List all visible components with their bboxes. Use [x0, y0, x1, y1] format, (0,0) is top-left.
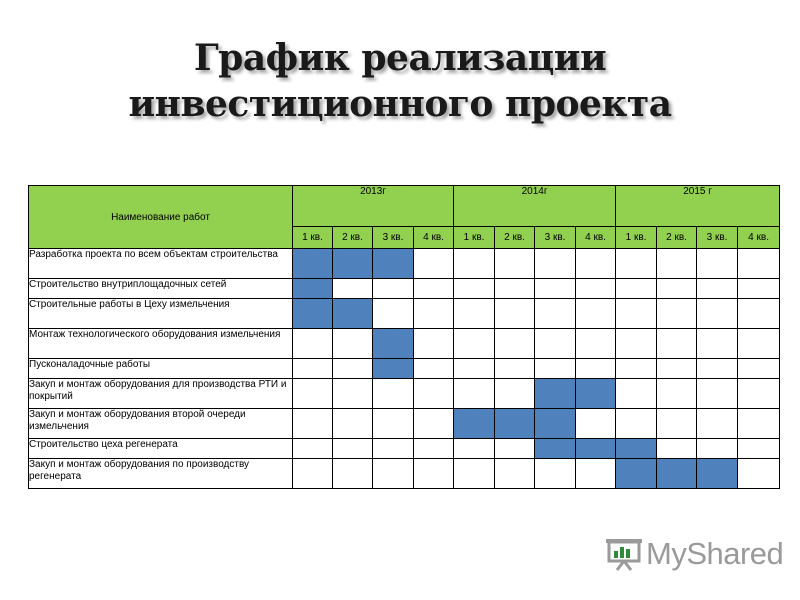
quarter-header: 1 кв. [616, 227, 657, 249]
task-name: Закуп и монтаж оборудования для производства РТИ и покрытий [29, 379, 293, 409]
gantt-cell-empty [697, 279, 738, 299]
year-header: 2013г [293, 186, 454, 227]
gantt-cell-empty [616, 249, 657, 279]
gantt-cell-empty [697, 379, 738, 409]
gantt-cell-empty [657, 379, 697, 409]
task-row [29, 439, 780, 459]
gantt-cell-empty [293, 409, 333, 439]
gantt-cell-empty [535, 249, 576, 279]
gantt-cell-empty [414, 299, 454, 329]
gantt-cell-filled [697, 459, 738, 489]
gantt-cell-empty [373, 379, 414, 409]
gantt-cell-empty [333, 359, 373, 379]
gantt-cell-empty [414, 439, 454, 459]
gantt-cell-empty [657, 249, 697, 279]
task-name: Строительные работы в Цеху измельчения [29, 299, 293, 329]
gantt-cell-filled [576, 439, 616, 459]
gantt-cell-empty [454, 329, 495, 359]
quarter-header: 3 кв. [373, 227, 414, 249]
gantt-cell-empty [333, 459, 373, 489]
page-title [0, 35, 800, 127]
gantt-cell-empty [414, 459, 454, 489]
gantt-cell-empty [616, 299, 657, 329]
task-row [29, 379, 780, 409]
gantt-cell-empty [697, 409, 738, 439]
title-line-2: инвестиционного проекта [128, 83, 672, 125]
gantt-cell-empty [495, 439, 535, 459]
gantt-cell-empty [576, 359, 616, 379]
gantt-cell-empty [333, 409, 373, 439]
task-row [29, 359, 780, 379]
gantt-cell-empty [535, 459, 576, 489]
gantt-cell-filled [373, 249, 414, 279]
gantt-cell-empty [576, 459, 616, 489]
gantt-cell-empty [495, 249, 535, 279]
gantt-cell-empty [454, 279, 495, 299]
gantt-cell-empty [657, 279, 697, 299]
gantt-cell-filled [293, 299, 333, 329]
gantt-cell-empty [738, 279, 780, 299]
gantt-cell-filled [454, 409, 495, 439]
gantt-cell-empty [697, 439, 738, 459]
work-name-header: Наименование работ [29, 186, 293, 249]
gantt-cell-filled [333, 249, 373, 279]
gantt-cell-empty [576, 279, 616, 299]
gantt-cell-empty [293, 329, 333, 359]
gantt-cell-filled [495, 409, 535, 439]
quarter-header: 4 кв. [576, 227, 616, 249]
gantt-cell-empty [657, 329, 697, 359]
gantt-cell-empty [293, 379, 333, 409]
gantt-cell-filled [657, 459, 697, 489]
gantt-cell-empty [697, 249, 738, 279]
gantt-cell-filled [373, 329, 414, 359]
gantt-cell-empty [738, 459, 780, 489]
gantt-cell-empty [657, 299, 697, 329]
task-row [29, 329, 780, 359]
gantt-cell-empty [414, 359, 454, 379]
quarter-header: 2 кв. [333, 227, 373, 249]
task-name: Строительство внутриплощадочных сетей [29, 279, 293, 299]
gantt-cell-empty [414, 279, 454, 299]
gantt-cell-empty [414, 409, 454, 439]
task-row [29, 279, 780, 299]
gantt-cell-filled [535, 439, 576, 459]
gantt-cell-empty [414, 249, 454, 279]
gantt-cell-empty [576, 409, 616, 439]
gantt-cell-empty [616, 359, 657, 379]
gantt-cell-empty [414, 379, 454, 409]
quarter-header: 1 кв. [293, 227, 333, 249]
task-name: Закуп и монтаж оборудования второй очереди измельчения [29, 409, 293, 439]
presentation-board-icon [606, 537, 642, 571]
gantt-cell-filled [535, 409, 576, 439]
gantt-cell-empty [657, 439, 697, 459]
gantt-cell-empty [576, 329, 616, 359]
gantt-cell-empty [333, 439, 373, 459]
gantt-cell-empty [495, 379, 535, 409]
task-name: Пусконаладочные работы [29, 359, 293, 379]
gantt-cell-filled [293, 249, 333, 279]
gantt-cell-empty [616, 409, 657, 439]
gantt-cell-empty [738, 359, 780, 379]
gantt-cell-empty [373, 409, 414, 439]
task-name: Монтаж технологического оборудования измельчения [29, 329, 293, 359]
gantt-cell-empty [454, 249, 495, 279]
gantt-cell-empty [333, 379, 373, 409]
gantt-cell-empty [697, 359, 738, 379]
logo-text: MyShared [646, 536, 784, 571]
quarter-header: 4 кв. [414, 227, 454, 249]
gantt-cell-empty [657, 359, 697, 379]
gantt-cell-filled [333, 299, 373, 329]
gantt-cell-empty [697, 299, 738, 329]
year-header: 2014г [454, 186, 616, 227]
gantt-cell-empty [738, 409, 780, 439]
gantt-cell-filled [535, 379, 576, 409]
gantt-cell-empty [454, 379, 495, 409]
quarter-header: 3 кв. [535, 227, 576, 249]
task-row [29, 409, 780, 439]
gantt-cell-empty [616, 379, 657, 409]
gantt-cell-empty [414, 329, 454, 359]
gantt-cell-empty [495, 329, 535, 359]
gantt-cell-empty [333, 329, 373, 359]
year-header: 2015 г [616, 186, 780, 227]
gantt-cell-filled [293, 279, 333, 299]
gantt-cell-empty [293, 439, 333, 459]
gantt-cell-empty [373, 439, 414, 459]
gantt-cell-empty [657, 409, 697, 439]
gantt-cell-empty [738, 379, 780, 409]
gantt-cell-empty [738, 329, 780, 359]
gantt-cell-filled [373, 359, 414, 379]
task-name: Строительство цеха регенерата [29, 439, 293, 459]
quarter-header: 2 кв. [657, 227, 697, 249]
title-line-1: График реализации [193, 37, 607, 79]
gantt-cell-empty [373, 459, 414, 489]
gantt-cell-empty [738, 439, 780, 459]
gantt-cell-empty [576, 299, 616, 329]
gantt-cell-empty [616, 329, 657, 359]
gantt-cell-empty [454, 359, 495, 379]
gantt-cell-empty [535, 279, 576, 299]
task-name: Закуп и монтаж оборудования по производству регенерата [29, 459, 293, 489]
gantt-cell-empty [697, 329, 738, 359]
quarter-header: 4 кв. [738, 227, 780, 249]
gantt-cell-empty [535, 329, 576, 359]
task-row [29, 249, 780, 279]
gantt-cell-empty [293, 359, 333, 379]
quarter-header: 1 кв. [454, 227, 495, 249]
task-name: Разработка проекта по всем объектам строительства [29, 249, 293, 279]
gantt-cell-empty [738, 249, 780, 279]
gantt-cell-empty [454, 299, 495, 329]
gantt-cell-empty [495, 459, 535, 489]
gantt-cell-empty [333, 279, 373, 299]
gantt-cell-empty [495, 279, 535, 299]
gantt-cell-filled [576, 379, 616, 409]
gantt-cell-empty [616, 279, 657, 299]
gantt-cell-empty [535, 359, 576, 379]
gantt-cell-empty [293, 459, 333, 489]
gantt-table [28, 185, 780, 489]
gantt-cell-empty [738, 299, 780, 329]
myshared-logo [606, 536, 783, 572]
gantt-cell-empty [576, 249, 616, 279]
task-row [29, 299, 780, 329]
gantt-cell-filled [616, 459, 657, 489]
gantt-cell-empty [454, 439, 495, 459]
gantt-cell-empty [373, 279, 414, 299]
gantt-cell-empty [495, 359, 535, 379]
gantt-cell-empty [373, 299, 414, 329]
gantt-cell-empty [495, 299, 535, 329]
quarter-header: 2 кв. [495, 227, 535, 249]
gantt-cell-filled [616, 439, 657, 459]
gantt-cell-empty [454, 459, 495, 489]
task-row [29, 459, 780, 489]
quarter-header: 3 кв. [697, 227, 738, 249]
gantt-cell-empty [535, 299, 576, 329]
